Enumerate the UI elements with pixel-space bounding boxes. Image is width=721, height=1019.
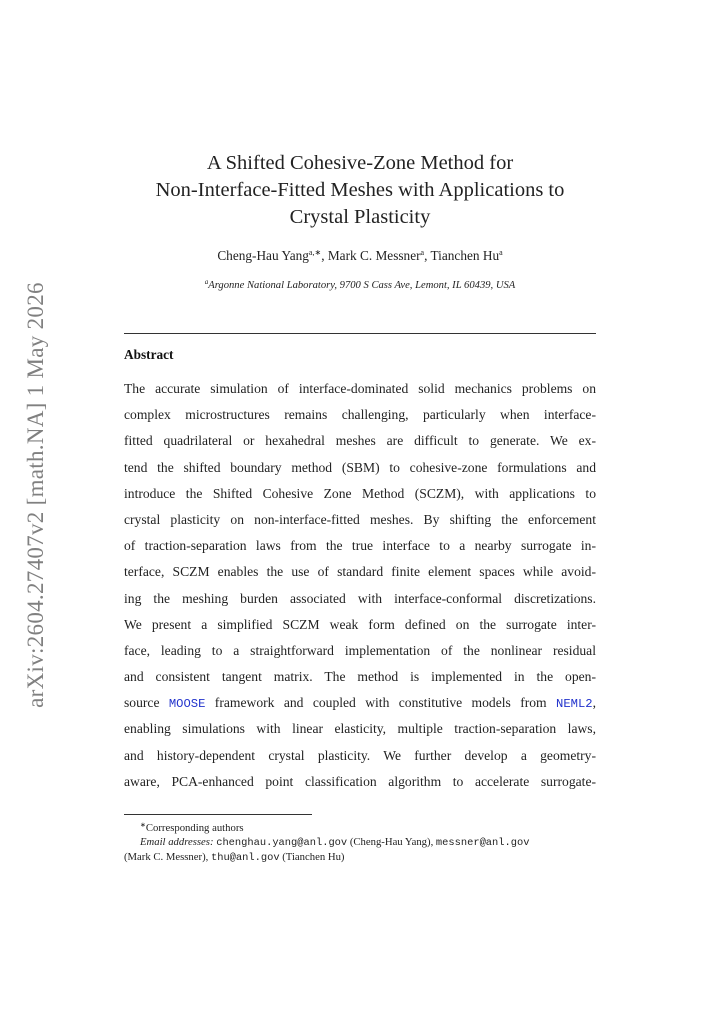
abstract-line: terface, SCZM enables the use of standard finite element spaces while avoid- [124, 564, 596, 580]
abstract-line: enabling simulations with linear elasticity, multiple traction-separation laws, [124, 721, 596, 737]
corresponding-author-note [124, 818, 596, 835]
author-separator: , [321, 248, 328, 263]
abstract-line: and history-dependent crystal plasticity. We further develop a geometry- [124, 747, 596, 763]
author-affiliation-mark: a [499, 248, 503, 257]
abstract-line: complex microstructures remains challenging, particularly when interface- [124, 407, 596, 423]
abstract-line: introduce the Shifted Cohesive Zone Method (SCZM), with applications to [124, 485, 596, 501]
email-owner: (Cheng-Hau Yang), [347, 836, 436, 848]
email-owner: (Tianchen Hu) [279, 851, 345, 863]
abstract-line: of traction-separation laws from the true interface to a nearby surrogate in- [124, 538, 596, 554]
email-note [124, 835, 596, 850]
author-name: Mark C. Messner [327, 248, 421, 263]
abstract-line: We present a simplified SCZM weak form defined on the surrogate inter- [124, 616, 596, 632]
affiliation [124, 278, 596, 291]
email-link[interactable]: chenghau.yang@anl.gov [216, 837, 348, 849]
arxiv-sidebar [18, 282, 54, 708]
title-line: A Shifted Cohesive-Zone Method for [206, 152, 514, 174]
abstract-line [124, 690, 596, 716]
abstract-heading: Abstract [124, 347, 174, 362]
email-link[interactable]: messner@anl.gov [435, 837, 530, 849]
email-owner: (Mark C. Messner), [124, 851, 211, 863]
abstract-line: The accurate simulation of interface-dominated solid mechanics problems on [124, 381, 596, 396]
author-name: Cheng-Hau Yang [217, 248, 309, 263]
affiliation-text: Argonne National Laboratory, 9700 S Cass Ave, Lemont, IL 60439, USA [208, 280, 516, 291]
email-note-continued [124, 850, 596, 865]
abstract-line: fitted quadrilateral or hexahedral meshes are difficult to generate. We ex- [124, 433, 596, 449]
line-text: framework and coupled with constitutive models from [205, 695, 556, 711]
footnote-mark: ∗ [140, 821, 146, 829]
abstract-top-rule [124, 333, 596, 334]
title-line: Non-Interface-Fitted Meshes with Applications to [155, 179, 565, 201]
abstract-line: face, leading to a straightforward implementation of the nonlinear residual [124, 642, 596, 658]
footnote-rule [124, 814, 312, 815]
line-text: , [592, 695, 596, 711]
abstract-line: and consistent tangent matrix. The method is implemented in the open- [124, 669, 596, 685]
abstract-line: crystal plasticity on non-interface-fitted meshes. By shifting the enforcement [124, 511, 596, 527]
neml2-link[interactable]: NEML2 [556, 697, 593, 712]
moose-link[interactable]: MOOSE [168, 697, 206, 712]
affiliation-mark: a [204, 278, 209, 286]
author-affiliation-mark: a,∗ [308, 248, 322, 257]
paper-title [124, 150, 596, 231]
abstract-line: tend the shifted boundary method (SBM) to cohesive-zone formulations and [124, 459, 596, 475]
title-line: Crystal Plasticity [289, 206, 431, 228]
corresponding-text: Corresponding authors [145, 822, 244, 834]
line-text: source [124, 695, 169, 711]
author-name: Tianchen Hu [430, 248, 500, 263]
email-link[interactable]: thu@anl.gov [210, 852, 280, 864]
email-label: Email addresses: [140, 836, 214, 848]
abstract-line: aware, PCA-enhanced point classification algorithm to accelerate surrogate- [124, 773, 596, 789]
author-separator: , [424, 248, 431, 263]
abstract-line: ing the meshing burden associated with interface-conformal discretizations. [124, 590, 596, 606]
footnotes [124, 818, 596, 865]
arxiv-identifier[interactable]: arXiv:2604.27407v2 [math.NA] 1 May 2026 [23, 282, 48, 708]
author-affiliation-mark: a [420, 248, 425, 257]
abstract-body [124, 376, 596, 795]
author-list [124, 248, 596, 264]
